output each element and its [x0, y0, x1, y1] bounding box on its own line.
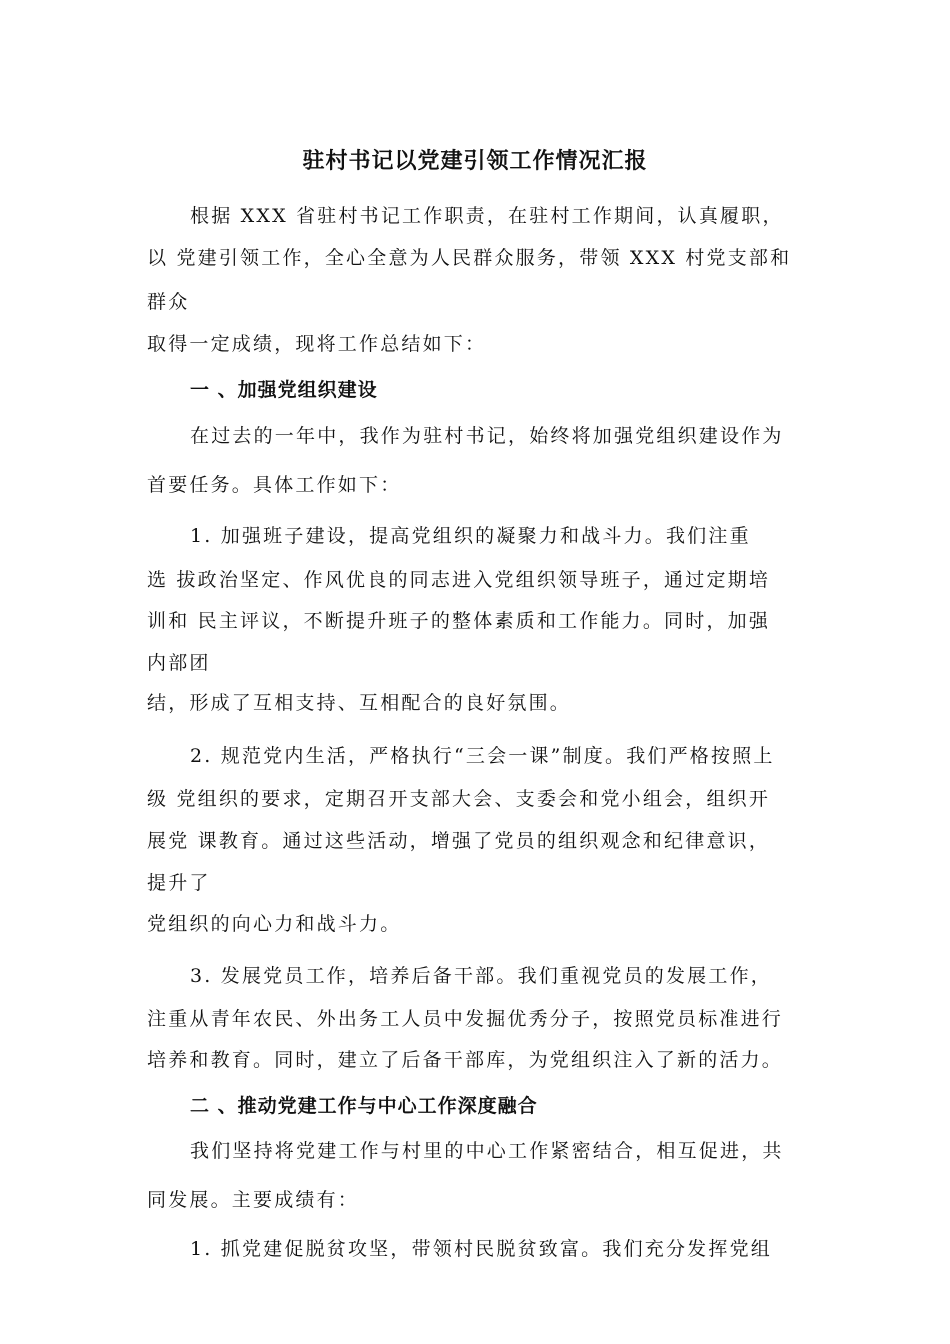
- paragraph-line: 选 拔政治坚定、作风优良的同志进入党组织领导班子，通过定期培: [147, 569, 771, 591]
- section-heading-1: 一 、加强党组织建设: [190, 379, 378, 401]
- paragraph-line: 我们坚持将党建工作与村里的中心工作紧密结合，相互促进，共: [190, 1140, 784, 1162]
- paragraph-line: 以 党建引领工作，全心全意为人民群众服务，带领 XXX 村党支部和: [147, 247, 792, 269]
- paragraph-line: 群众: [147, 291, 190, 313]
- paragraph-line: 1. 抓党建促脱贫攻坚，带领村民脱贫致富。我们充分发挥党组: [190, 1238, 772, 1260]
- document-title: 驻村书记以党建引领工作情况汇报: [302, 149, 648, 174]
- paragraph-line: 展党 课教育。通过这些活动，增强了党员的组织观念和纪律意识，: [147, 830, 771, 852]
- paragraph-line: 培养和教育。同时，建立了后备干部库，为党组织注入了新的活力。: [147, 1049, 784, 1071]
- paragraph-line: 首要任务。具体工作如下：: [147, 474, 402, 496]
- paragraph-line: 党组织的向心力和战斗力。: [147, 913, 402, 935]
- paragraph-line: 2. 规范党内生活，严格执行“三会一课”制度。我们严格按照上: [190, 745, 775, 767]
- paragraph-line: 级 党组织的要求，定期召开支部大会、支委会和党小组会，组织开: [147, 788, 771, 810]
- paragraph-line: 在过去的一年中，我作为驻村书记，始终将加强党组织建设作为: [190, 425, 784, 447]
- paragraph-line: 结，形成了互相支持、互相配合的良好氛围。: [147, 692, 572, 714]
- paragraph-line: 根据 XXX 省驻村书记工作职责，在驻村工作期间，认真履职，: [190, 205, 784, 227]
- paragraph-line: 训和 民主评议，不断提升班子的整体素质和工作能力。同时，加强: [147, 610, 771, 632]
- paragraph-line: 同发展。主要成绩有：: [147, 1189, 360, 1211]
- paragraph-line: 取得一定成绩，现将工作总结如下：: [147, 333, 487, 355]
- paragraph-line: 注重从青年农民、外出务工人员中发掘优秀分子，按照党员标准进行: [147, 1008, 784, 1030]
- paragraph-line: 1. 加强班子建设，提高党组织的凝聚力和战斗力。我们注重: [190, 525, 751, 547]
- paragraph-line: 提升了: [147, 872, 211, 894]
- section-heading-2: 二 、推动党建工作与中心工作深度融合: [190, 1095, 538, 1117]
- paragraph-line: 3. 发展党员工作，培养后备干部。我们重视党员的发展工作，: [190, 965, 772, 987]
- paragraph-line: 内部团: [147, 652, 211, 674]
